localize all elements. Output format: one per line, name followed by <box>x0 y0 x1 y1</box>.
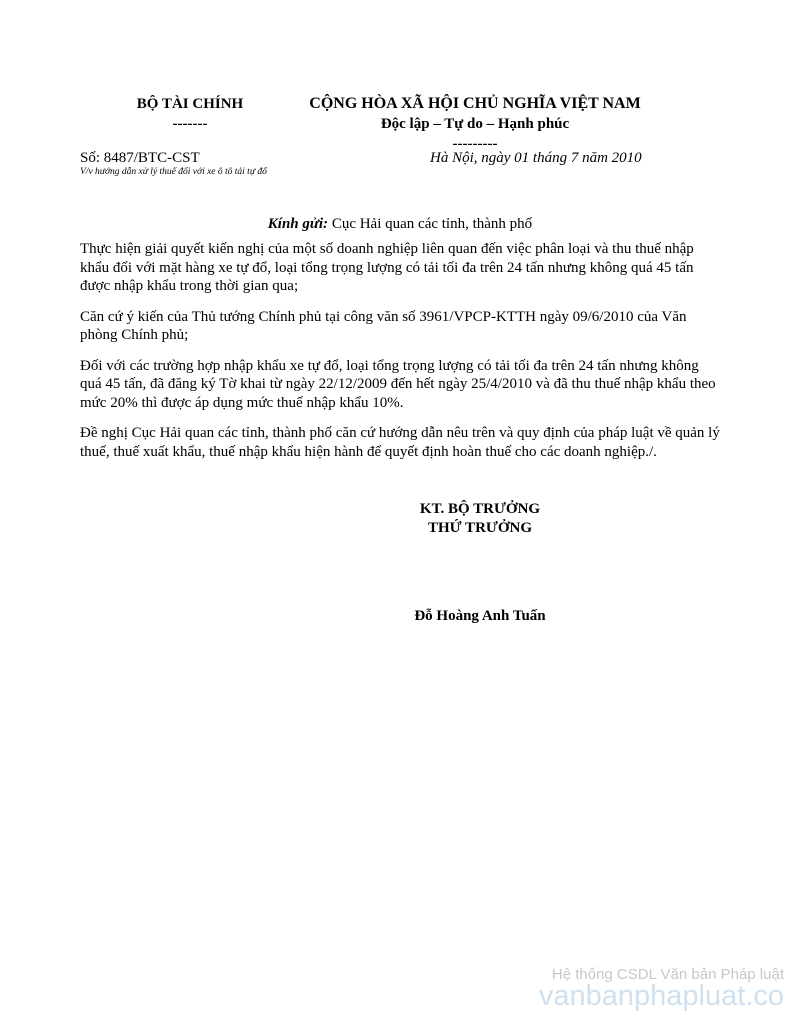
body-paragraph: Thực hiện giải quyết kiến nghị của một số doanh nghiệp liên quan đến việc phân loại và thu thuế nhập khẩu đối với mặt hàng xe tự đổ, loại tổng trọng lượng có tải tối đa trên 24 tấn nhưng không quá 45 tấn được nhập khẩu trong thời gian qua; <box>80 241 694 294</box>
body-paragraph: Căn cứ ý kiến của Thủ tướng Chính phủ tại công văn số 3961/VPCP-KTTH ngày 09/6/2010 của Văn phòng Chính phủ; <box>80 308 687 343</box>
document-subject: V/v hướng dẫn xử lý thuế đối với xe ô tô tải tự đổ <box>80 167 267 177</box>
recipient-line <box>80 216 720 233</box>
agency-name: BỘ TÀI CHÍNH <box>136 96 244 112</box>
signature-title-line1: KT. BỘ TRƯỞNG <box>419 501 541 517</box>
signature-title-line2: THỨ TRƯỞNG <box>427 520 533 536</box>
document-body <box>80 240 720 473</box>
motto: Độc lập – Tự do – Hạnh phúc <box>380 116 570 132</box>
agency-header <box>110 94 270 134</box>
document-number: Số: 8487/BTC-CST <box>80 150 200 166</box>
watermark-caption: Hệ thống CSDL Văn bản Pháp luật <box>551 966 784 983</box>
recipient-value: Cục Hải quan các tỉnh, thành phố <box>331 216 533 232</box>
recipient-label: Kính gửi: <box>267 216 329 232</box>
nation-name: CỘNG HÒA XÃ HỘI CHỦ NGHĨA VIỆT NAM <box>309 95 641 112</box>
watermark-domain: vanbanphapluat.co <box>538 980 784 1012</box>
nation-header <box>300 94 650 154</box>
signer-name: Đỗ Hoàng Anh Tuấn <box>414 608 546 624</box>
motto-divider: --------- <box>452 136 498 152</box>
signature-title <box>380 500 580 538</box>
agency-divider: ------- <box>172 116 208 132</box>
document-date: Hà Nội, ngày 01 tháng 7 năm 2010 <box>430 150 642 166</box>
body-paragraph: Đối với các trường hợp nhập khẩu xe tự đổ, loại tổng trọng lượng có tải tối đa trên 24 tấn nhưng không quá 45 tấn, đã đăng ký Tờ khai từ ngày 22/12/2009 đến hết ngày 25/4/2010 và đã thu thuế nhập khẩu theo mức 20% thì được áp dụng mức thuế nhập khẩu 10%. <box>80 357 716 411</box>
body-paragraph: Đề nghị Cục Hải quan các tỉnh, thành phố căn cứ hướng dẫn nêu trên và quy định của pháp luật về quản lý thuế, thuế xuất khẩu, thuế nhập khẩu hiện hành để quyết định hoàn thuế cho các doanh nghiệp./. <box>80 425 720 460</box>
